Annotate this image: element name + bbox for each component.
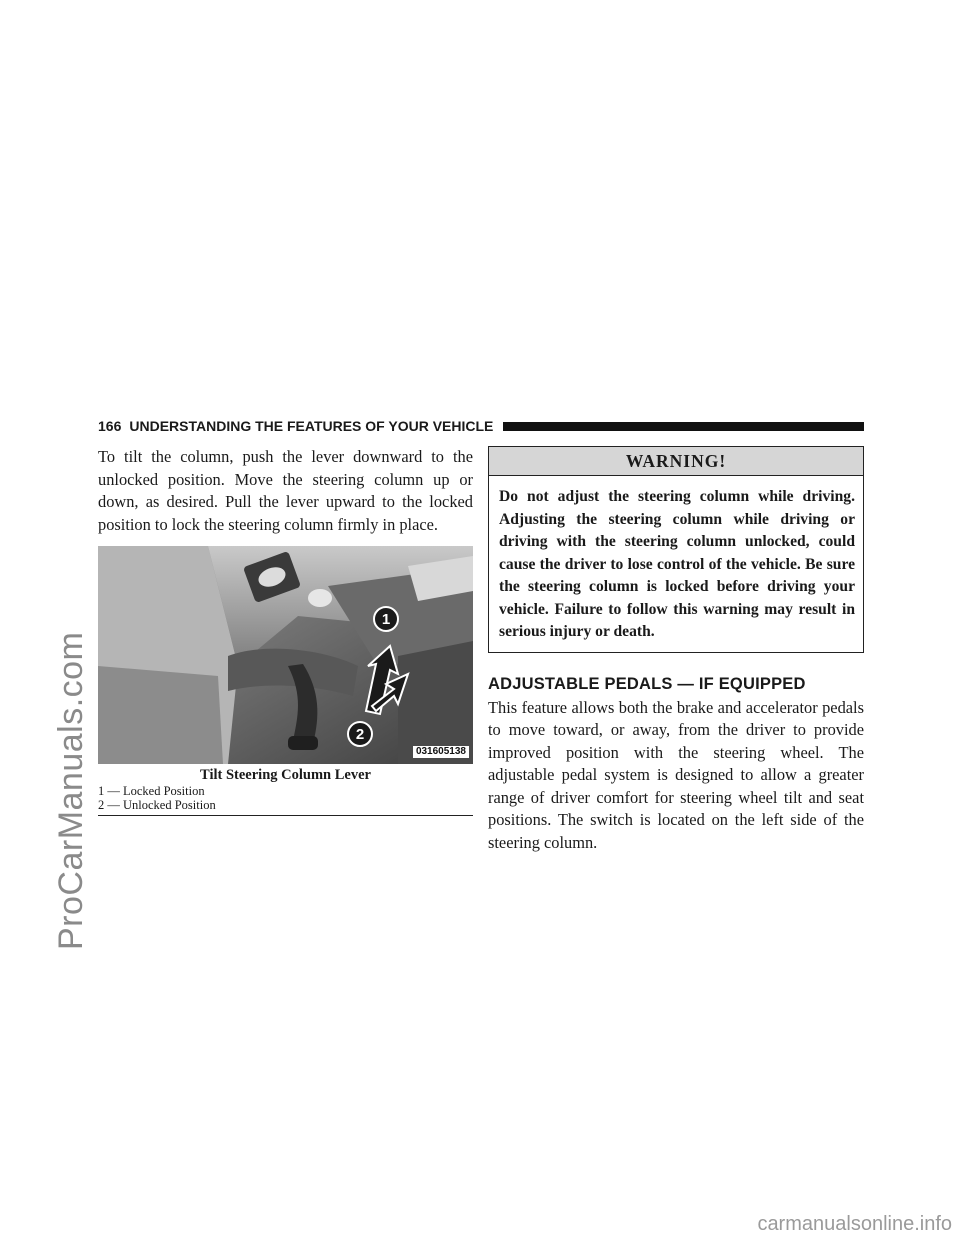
page-header — [98, 416, 864, 436]
adjustable-pedals-heading: ADJUSTABLE PEDALS — IF EQUIPPED — [488, 674, 806, 693]
legend-item-locked: 1 — Locked Position — [98, 784, 205, 798]
page-number: 166 — [98, 418, 122, 434]
tilt-lever-figure — [98, 546, 473, 764]
adjustable-pedals-paragraph: This feature allows both the brake and accelerator pedals to move toward, or away, from the driver to provide improved position with the steering wheel. The adjustable pedal system is designed to allow a greater range of driver comfort for steering wheel tilt and seat positions. The switch is located on the left side of the steering column. — [488, 697, 864, 852]
figure-code: 031605138 — [413, 746, 469, 758]
callout-1-label: 1 — [381, 611, 391, 628]
callout-2-label: 2 — [355, 726, 365, 743]
side-watermark: ProCarManuals.com — [52, 631, 90, 950]
bottom-watermark: carmanualsonline.info — [757, 1213, 952, 1235]
tilt-lever-illustration — [98, 546, 473, 764]
header-rule — [503, 422, 864, 431]
figure-caption: Tilt Steering Column Lever — [200, 767, 371, 783]
warning-text: Do not adjust the steering column while driving. Adjusting the steering column while driving or driving with the steering column unlocked, could cause the driver to lose control of the vehicle. Be sure the steering column is locked before driving your vehicle. Failure to follow this warning may result in serious injury or death. — [499, 488, 855, 640]
warning-box — [488, 446, 864, 653]
right-column — [488, 446, 864, 854]
tilt-instructions-paragraph: To tilt the column, push the lever downward to the unlocked position. Move the steering column up or down, as desired. Pull the lever upward to the locked position to lock the steering column firmly in place. — [98, 447, 473, 534]
figure-rule — [98, 815, 473, 816]
warning-title: WARNING! — [489, 447, 863, 476]
left-column — [98, 446, 473, 816]
legend-item-unlocked: 2 — Unlocked Position — [98, 798, 216, 812]
section-title: UNDERSTANDING THE FEATURES OF YOUR VEHICLE — [129, 418, 494, 434]
